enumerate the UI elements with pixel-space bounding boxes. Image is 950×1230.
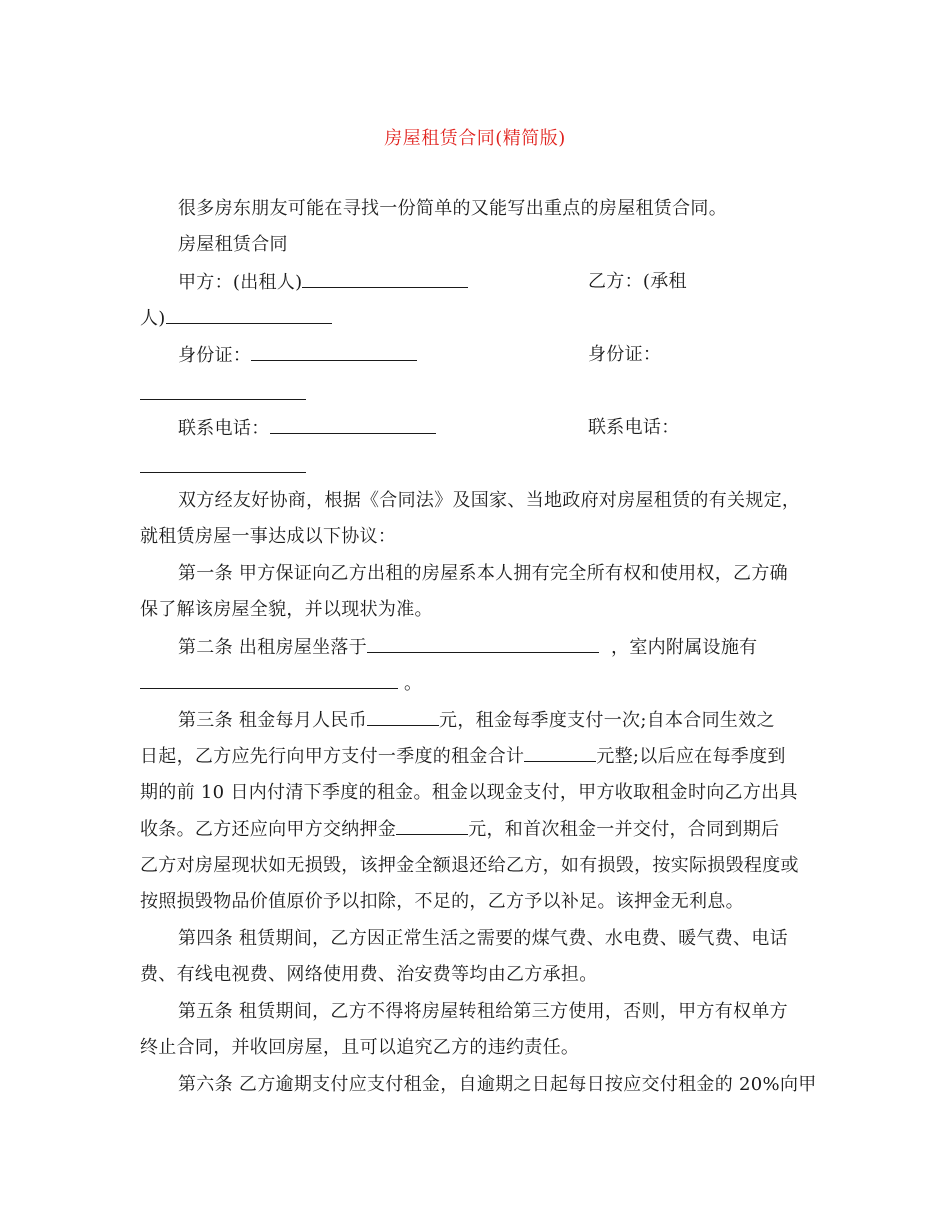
quarter-rent-blank	[524, 743, 596, 762]
phone-b-label: 联系电话：	[588, 417, 680, 438]
article-3-text-1a: 第三条 租金每月人民币	[178, 710, 368, 731]
id-b-label: 身份证：	[588, 344, 662, 365]
contract-subtitle: 房屋租赁合同	[178, 234, 288, 255]
party-b-blank	[166, 305, 332, 324]
article-6-line-1: 第六条 乙方逾期支付应支付租金，自逾期之日起每日按应交付租金的 20%向甲	[178, 1074, 817, 1095]
id-b-blank	[140, 398, 306, 400]
intro-paragraph: 很多房东朋友可能在寻找一份简单的又能写出重点的房屋租赁合同。	[178, 198, 727, 219]
article-3-text-2a: 日起，乙方应先行向甲方支付一季度的租金合计	[140, 746, 525, 767]
article-2-line-1	[178, 634, 757, 661]
id-a-blank	[251, 342, 417, 361]
article-5-line-2: 终止合同，并收回房屋，且可以追究乙方的违约责任。	[140, 1037, 580, 1058]
party-b-label: 乙方：(承租	[588, 271, 687, 292]
party-b-row-cont	[140, 305, 332, 332]
facilities-blank	[140, 670, 398, 689]
article-2-end: 。	[404, 673, 423, 694]
party-a-label: 甲方：(出租人)	[178, 272, 303, 293]
article-2-line-2	[140, 670, 422, 697]
monthly-rent-blank	[367, 707, 439, 726]
article-3-line-4	[140, 816, 779, 843]
article-4-line-1: 第四条 租赁期间，乙方因正常生活之需要的煤气费、水电费、暖气费、电话	[178, 928, 788, 949]
id-a-label: 身份证：	[178, 345, 252, 366]
article-1-line-1: 第一条 甲方保证向乙方出租的房屋系本人拥有完全所有权和使用权，乙方确	[178, 563, 788, 584]
article-3-line-1	[178, 707, 775, 734]
phone-b-blank	[140, 471, 306, 473]
article-3-text-1b: 元，租金每季度支付一次;自本合同生效之	[439, 710, 775, 731]
article-4-line-2: 费、有线电视费、网络使用费、治安费等均由乙方承担。	[140, 964, 598, 985]
article-3-line-6: 按照损毁物品价值原价予以扣除，不足的，乙方予以补足。该押金无利息。	[140, 891, 744, 912]
document-title: 房屋租赁合同(精简版)	[384, 128, 566, 149]
deposit-blank	[396, 816, 468, 835]
article-3-text-4a: 收条。乙方还应向甲方交纳押金	[140, 819, 397, 840]
phone-a-blank	[270, 415, 436, 434]
article-3-text-4b: 元，和首次租金一并交付，合同到期后	[468, 819, 780, 840]
article-3-line-3: 期的前 10 日内付清下季度的租金。租金以现金支付，甲方收取租金时向乙方出具	[140, 782, 798, 803]
preamble-line-2: 就租赁房屋一事达成以下协议：	[140, 526, 397, 547]
location-blank	[367, 634, 599, 653]
party-a-row	[178, 269, 468, 296]
article-3-line-2	[140, 743, 786, 770]
article-2-text-b: ，室内附属设施有	[611, 637, 758, 658]
preamble-line-1: 双方经友好协商，根据《合同法》及国家、当地政府对房屋租赁的有关规定，	[178, 490, 801, 511]
article-2-text-a: 第二条 出租房屋坐落于	[178, 637, 368, 658]
article-3-line-5: 乙方对房屋现状如无损毁，该押金全额退还给乙方，如有损毁，按实际损毁程度或	[140, 855, 799, 876]
article-3-text-2b: 元整;以后应在每季度到	[596, 746, 786, 767]
article-5-line-1: 第五条 租赁期间，乙方不得将房屋转租给第三方使用，否则，甲方有权单方	[178, 1001, 788, 1022]
article-1-line-2: 保了解该房屋全貌，并以现状为准。	[140, 599, 433, 620]
party-a-blank	[302, 269, 468, 288]
phone-a-row	[178, 415, 436, 442]
party-b-label-cont: 人)	[140, 308, 166, 329]
phone-a-label: 联系电话：	[178, 418, 270, 439]
id-a-row	[178, 342, 417, 369]
